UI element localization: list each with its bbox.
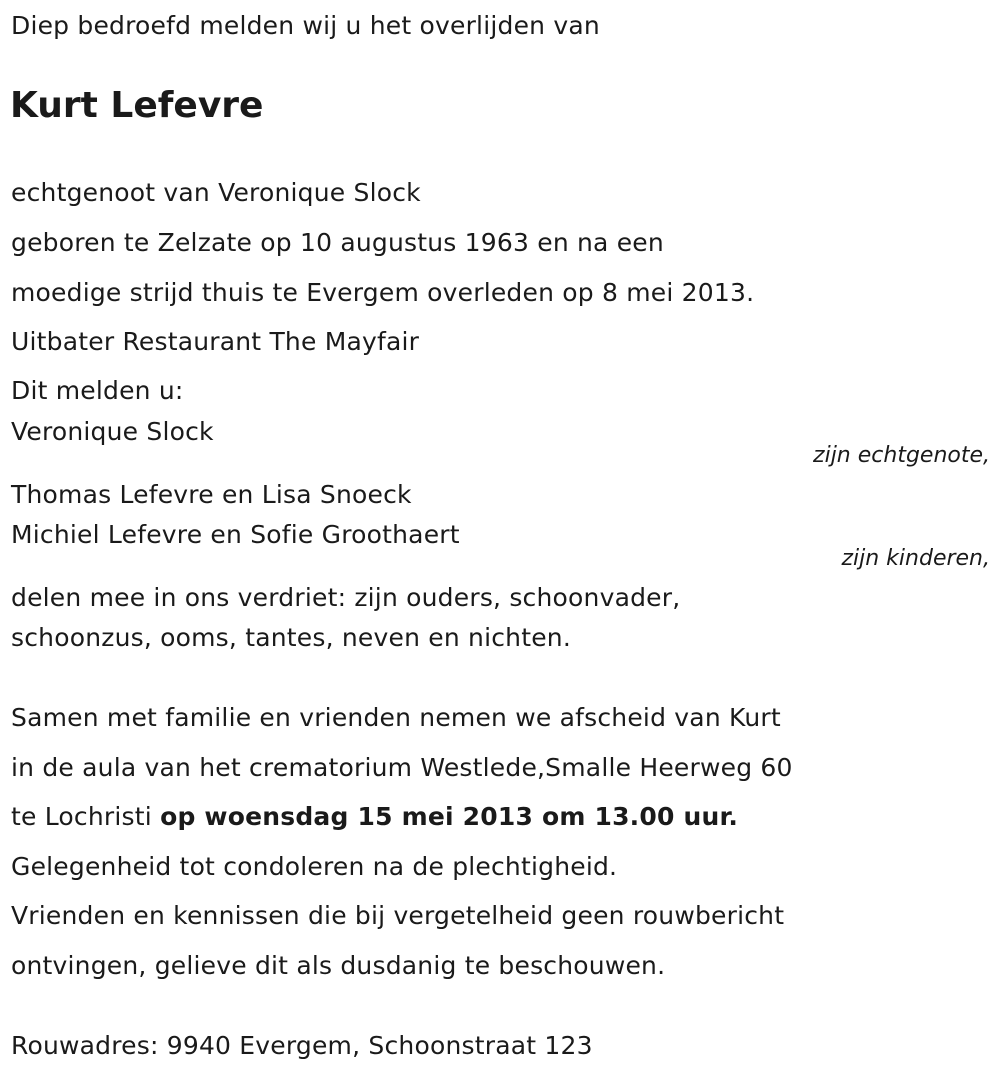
ceremony-place: te Lochristi xyxy=(11,802,161,831)
announcers-heading: Dit melden u: xyxy=(11,376,184,405)
family-line: delen mee in ons verdriet: zijn ouders, schoonvader, xyxy=(11,583,681,612)
mourning-address: Rouwadres: 9940 Evergem, Schoonstraat 123 xyxy=(11,1031,593,1060)
ceremony-line: in de aula van het crematorium Westlede,Smalle Heerweg 60 xyxy=(11,753,793,782)
intro-text: Diep bedroefd melden wij u het overlijden van xyxy=(11,11,600,40)
ceremony-line: ontvingen, gelieve dit als dusdanig te beschouwen. xyxy=(11,951,666,980)
ceremony-datetime-line xyxy=(11,801,738,833)
family-line: schoonzus, ooms, tantes, neven en nichten. xyxy=(11,623,571,652)
bio-line: Uitbater Restaurant The Mayfair xyxy=(11,327,420,356)
bio-line: echtgenoot van Veronique Slock xyxy=(11,178,421,207)
ceremony-line: Gelegenheid tot condoleren na de plechtigheid. xyxy=(11,852,618,881)
bio-line: geboren te Zelzate op 10 augustus 1963 en na een xyxy=(11,228,664,257)
child-line: Thomas Lefevre en Lisa Snoeck xyxy=(11,480,412,509)
ceremony-date: op woensdag 15 mei 2013 om 13.00 uur. xyxy=(160,802,739,831)
ceremony-line: Vrienden en kennissen die bij vergetelheid geen rouwbericht xyxy=(11,901,785,930)
spouse-role: zijn echtgenote, xyxy=(813,443,990,468)
children-role: zijn kinderen, xyxy=(841,546,990,571)
spouse-name: Veronique Slock xyxy=(11,417,214,446)
child-line: Michiel Lefevre en Sofie Groothaert xyxy=(11,520,460,549)
bio-line: moedige strijd thuis te Evergem overleden op 8 mei 2013. xyxy=(11,278,755,307)
ceremony-line: Samen met familie en vrienden nemen we afscheid van Kurt xyxy=(11,703,781,732)
deceased-name: Kurt Lefevre xyxy=(10,85,264,126)
